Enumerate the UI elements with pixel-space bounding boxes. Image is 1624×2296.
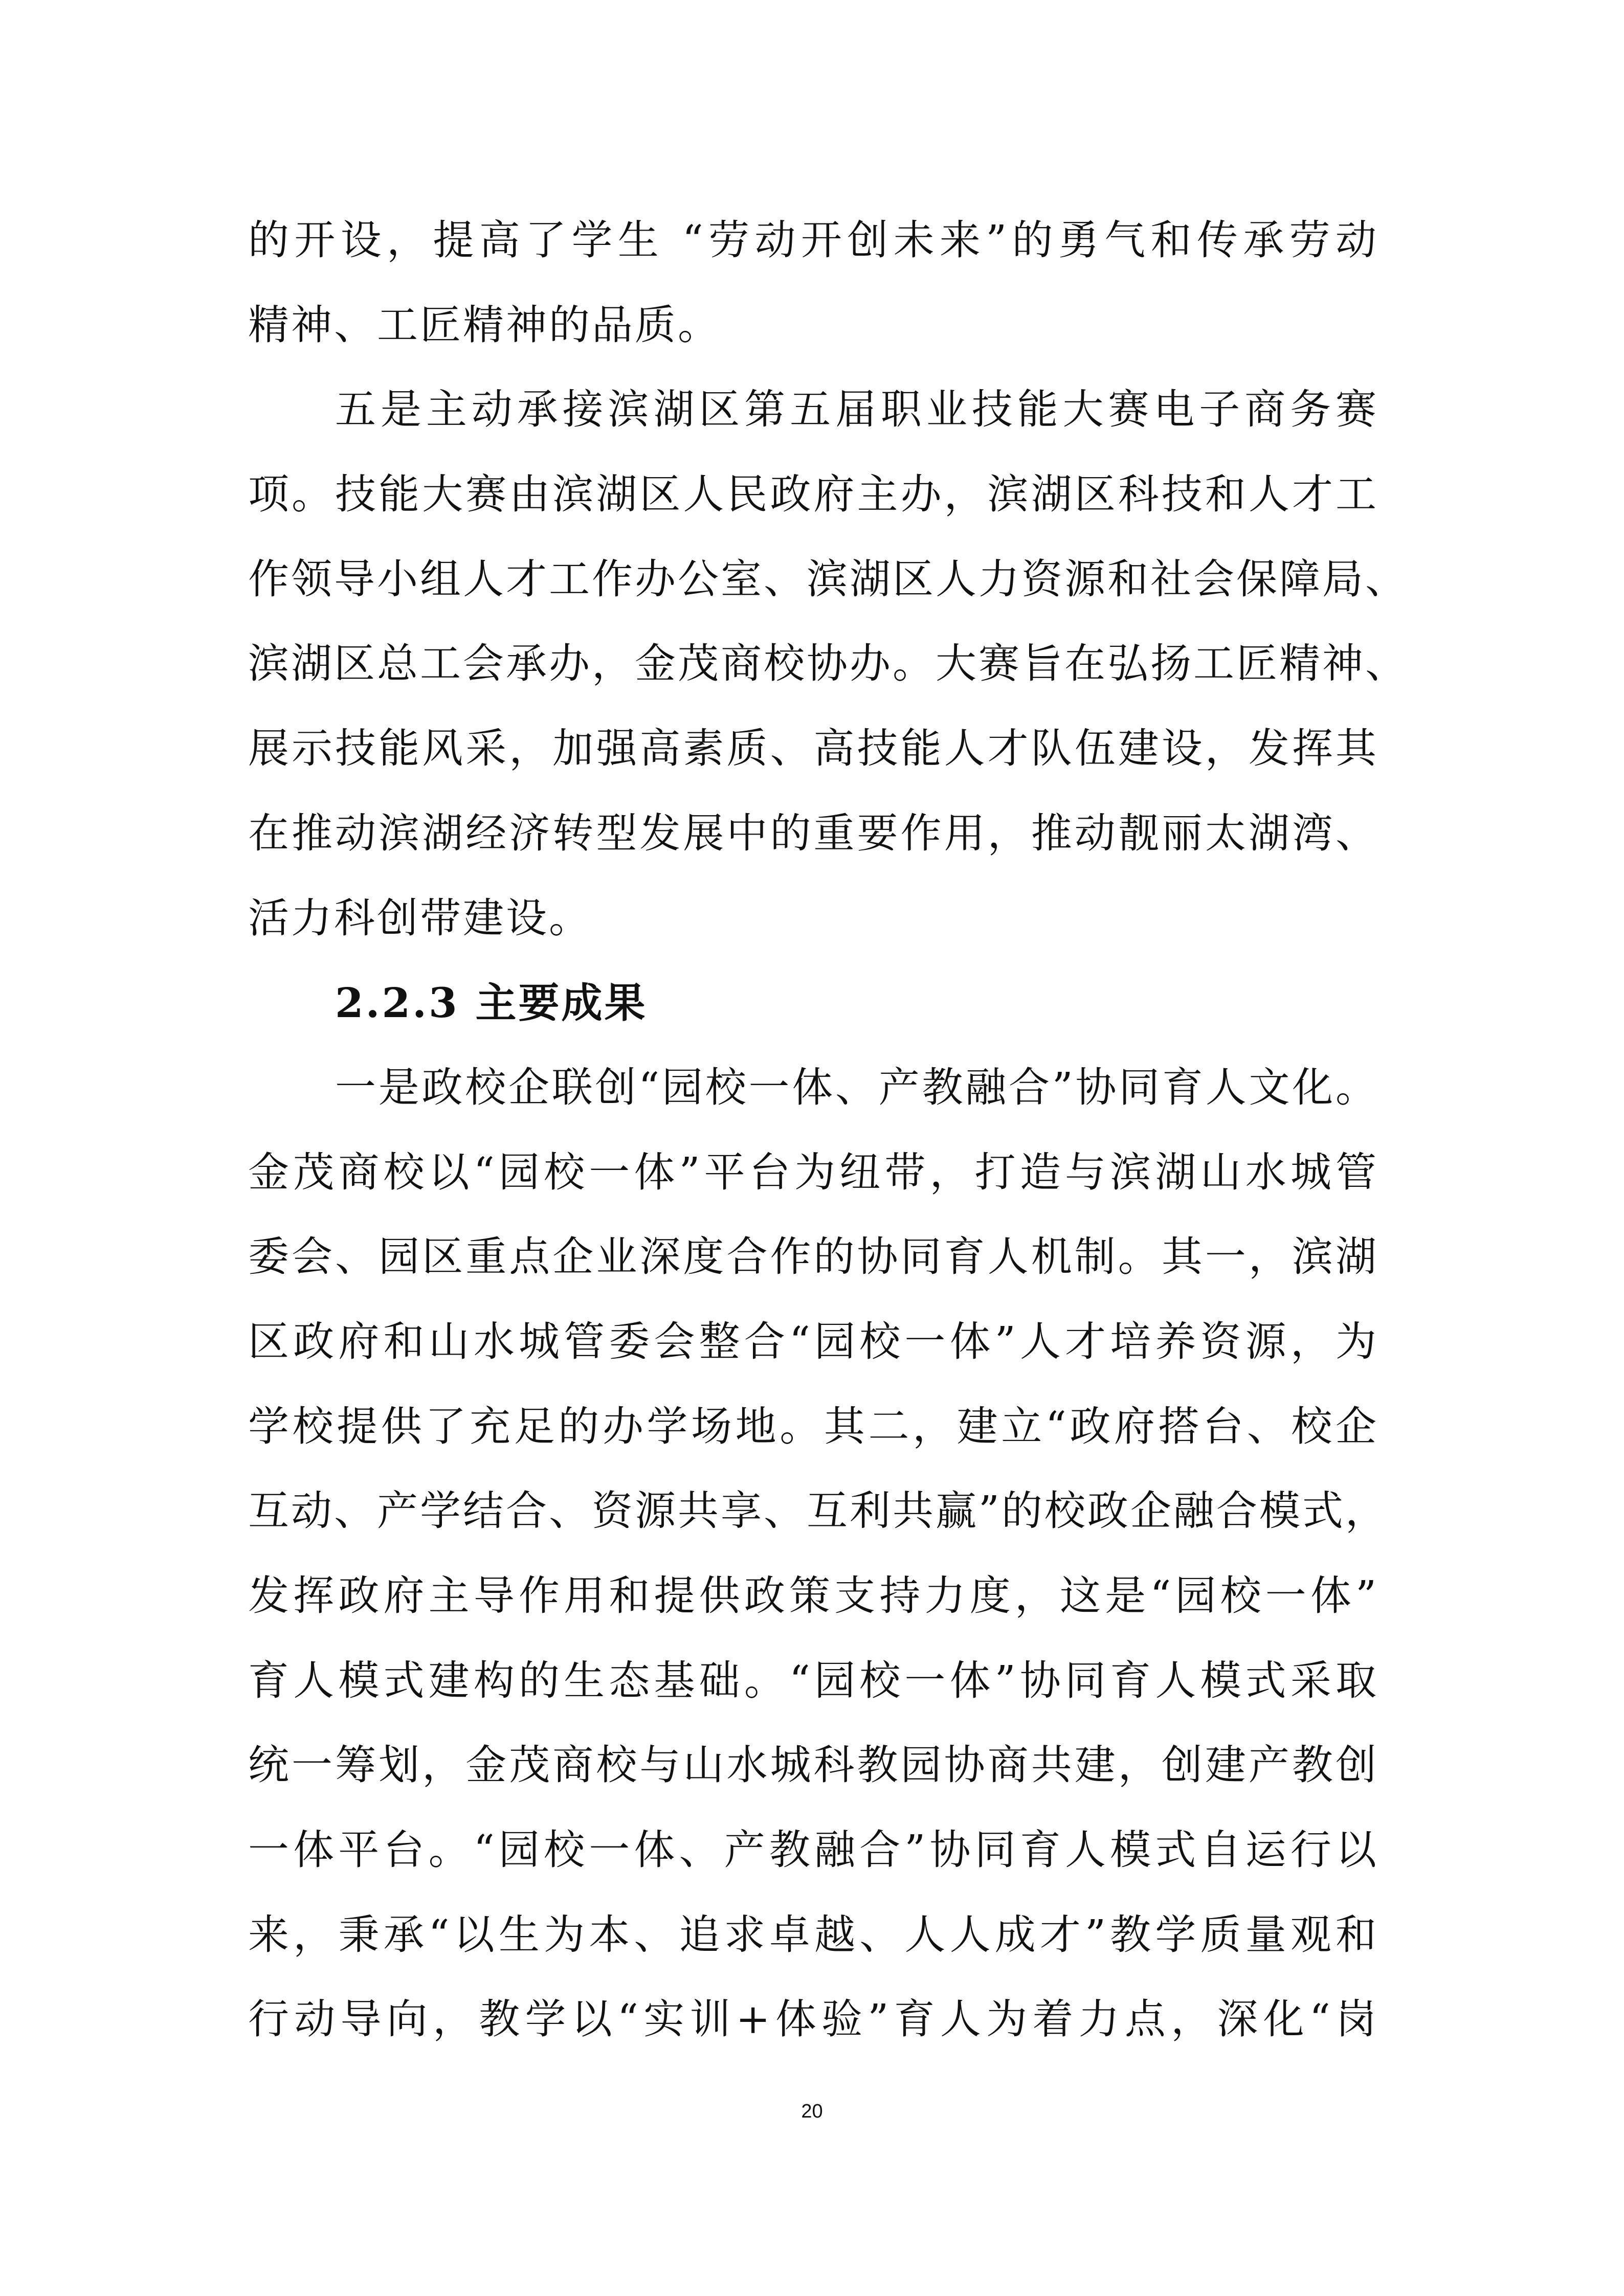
text-line: 来，秉承“以生为本、追求卓越、人人成才”教学质量观和	[248, 1910, 1378, 1959]
page-number: 20	[801, 2101, 823, 2122]
paragraph-five	[248, 376, 1408, 970]
text-line: 一体平台。“园校一体、产教融合”协同育人模式自运行以	[248, 1826, 1378, 1874]
text-line: 展示技能风采，加强高素质、高技能人才队伍建设，发挥其	[248, 725, 1378, 773]
text-line: 学校提供了充足的办学场地。其二，建立“政府搭台、校企	[248, 1402, 1378, 1450]
text-line: 统一筹划，金茂商校与山水城科教园协商共建，创建产教创	[248, 1741, 1378, 1789]
text-line: 精神、工匠精神的品质。	[248, 301, 721, 349]
text-line: 金茂商校以“园校一体”平台为纽带，打造与滨湖山水城管	[248, 1148, 1378, 1196]
text-line: 育人模式建构的生态基础。“园校一体”协同育人模式采取	[248, 1656, 1378, 1704]
text-line: 五是主动承接滨湖区第五届职业技能大赛电子商务赛	[335, 386, 1378, 434]
text-line: 的开设，提高了学生 “劳动开创未来”的勇气和传承劳动	[248, 216, 1378, 264]
text-line: 区政府和山水城管委会整合“园校一体”人才培养资源，为	[248, 1317, 1378, 1365]
paragraph-continuation	[248, 207, 1378, 376]
text-line: 发挥政府主导作用和提供政策支持力度，这是“园校一体”	[248, 1572, 1378, 1619]
text-line: 活力科创带建设。	[248, 894, 592, 942]
text-line: 项。技能大赛由滨湖区人民政府主办，滨湖区科技和人才工	[248, 470, 1378, 519]
text-line: 委会、园区重点企业深度合作的协同育人机制。其一，滨湖	[248, 1233, 1378, 1281]
text-line: 互动、产学结合、资源共享、互利共赢”的校政企融合模式，	[248, 1487, 1388, 1535]
text-line: 一是政校企联创“园校一体、产教融合”协同育人文化。	[335, 1063, 1378, 1111]
text-line: 作领导小组人才工作办公室、滨湖区人力资源和社会保障局、	[248, 555, 1408, 603]
text-line: 行动导向，教学以“实训+体验”育人为着力点，深化“岗	[248, 1995, 1378, 2043]
document-body	[248, 207, 1408, 2071]
paragraph-one	[248, 1054, 1388, 2071]
text-line: 在推动滨湖经济转型发展中的重要作用，推动靓丽太湖湾、	[248, 809, 1378, 857]
section-heading: 2.2.3 主要成果	[335, 979, 648, 1027]
text-line: 滨湖区总工会承办，金茂商校协办。大赛旨在弘扬工匠精神、	[248, 640, 1408, 688]
